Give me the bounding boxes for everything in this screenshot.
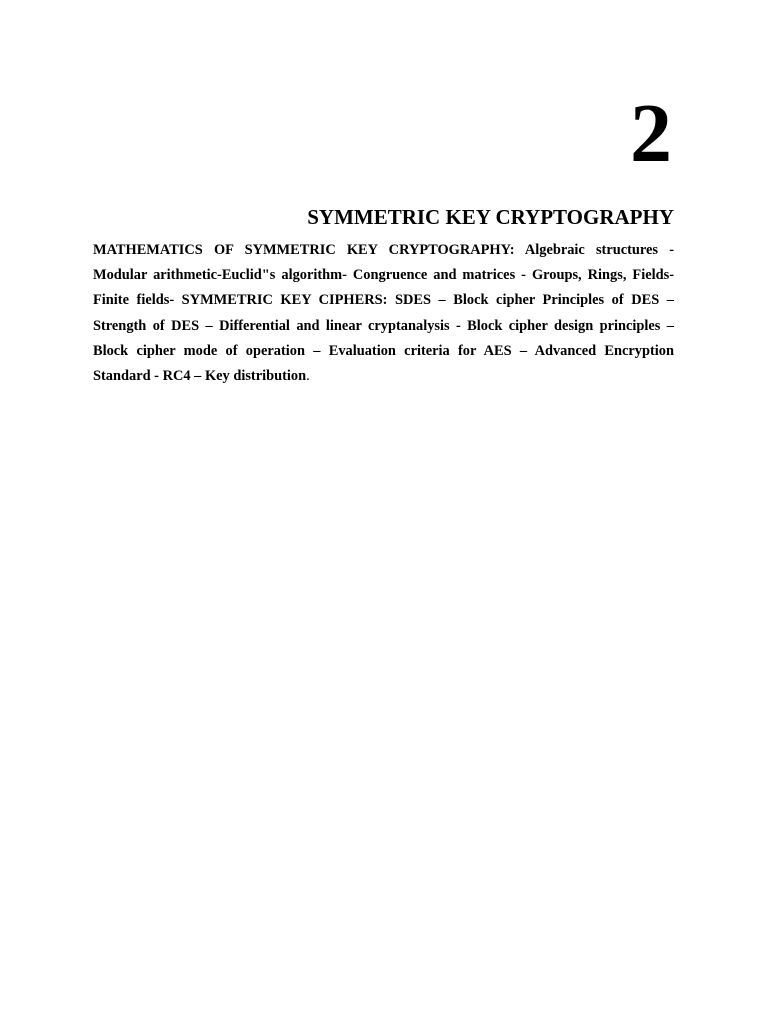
syllabus-text: MATHEMATICS OF SYMMETRIC KEY CRYPTOGRAPHY: Algebraic structures - Modular arithmetic-Euclid"s algorithm- Congruence and matrices - Groups, Rings, Fields- Finite fields- SYMMETRIC KEY CIPHERS: SDES – Block cipher Principles of DES – Strength of DES – Differential and linear cryptanalysis - Block cipher design principles – Block cipher mode of operation – Evaluation criteria for AES – Advanced Encryption Standard - RC4 – Key distribution <box>93 242 674 385</box>
chapter-title: SYMMETRIC KEY CRYPTOGRAPHY <box>307 205 674 229</box>
chapter-number: 2 <box>630 87 672 180</box>
syllabus-end-mark: . <box>306 368 310 385</box>
syllabus-paragraph <box>93 238 674 389</box>
